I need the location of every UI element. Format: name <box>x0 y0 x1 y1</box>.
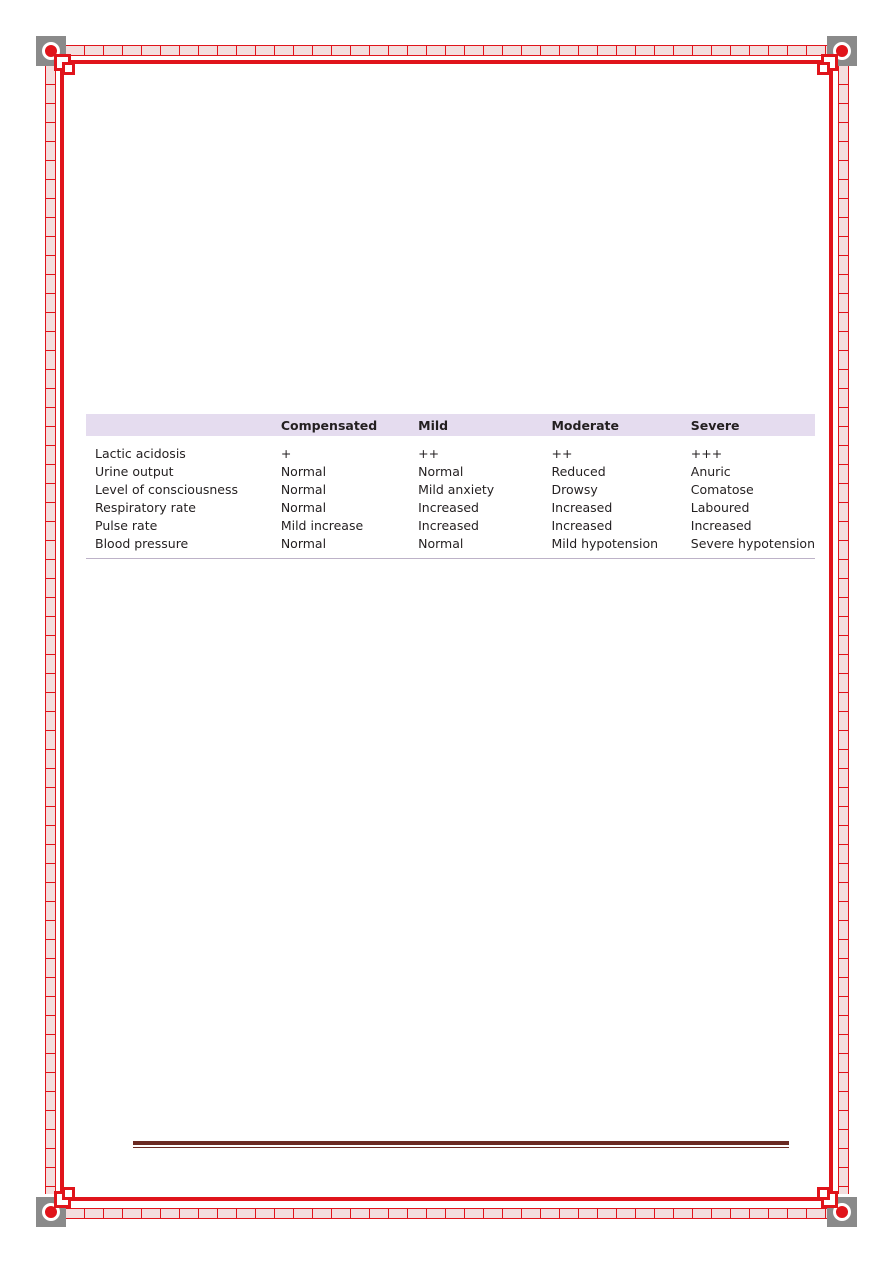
table-cell: + <box>280 445 292 461</box>
row-label: Blood pressure <box>95 535 189 551</box>
corner-ornament-top-right <box>823 36 857 70</box>
row-label: Pulse rate <box>95 517 158 533</box>
corner-ornament-top-left <box>36 36 70 70</box>
table-cell: Normal <box>280 535 327 551</box>
table-cell: Increased <box>690 517 752 533</box>
table-cell: Increased <box>551 517 613 533</box>
footer-divider <box>133 1141 789 1148</box>
table-cell: Increased <box>418 517 479 533</box>
table-cell: Drowsy <box>551 481 598 497</box>
border-line-right <box>829 60 833 1201</box>
border-line-top <box>60 60 833 64</box>
border-line-bottom <box>60 1197 833 1201</box>
corner-ornament-bottom-left <box>36 1193 70 1227</box>
table-cell: Normal <box>418 535 464 551</box>
footer-divider-thick <box>133 1141 789 1145</box>
row-label: Level of consciousness <box>95 481 239 497</box>
footer-divider-thin <box>133 1147 789 1148</box>
table-cell: Increased <box>551 499 613 515</box>
header-cell-compensated: Compensated <box>280 417 378 433</box>
border-line-left <box>60 60 64 1201</box>
table-cell: Normal <box>418 463 464 479</box>
table-row <box>86 436 815 462</box>
table-cell: Normal <box>280 463 327 479</box>
table-cell: Mild anxiety <box>418 481 495 497</box>
table-cell: Comatose <box>690 481 754 497</box>
border-strip-top <box>66 45 828 56</box>
table-row <box>86 516 815 534</box>
table-cell: Increased <box>418 499 479 515</box>
table-row <box>86 498 815 516</box>
row-label: Lactic acidosis <box>95 445 186 461</box>
table-row <box>86 534 815 558</box>
header-cell-mild: Mild <box>418 417 449 433</box>
table-cell: Laboured <box>690 499 750 515</box>
header-cell-moderate: Moderate <box>551 417 619 433</box>
table-bottom-rule <box>86 558 815 559</box>
corner-ornament-bottom-right <box>823 1193 857 1227</box>
table-row <box>86 480 815 498</box>
header-cell-blank <box>86 414 272 436</box>
border-strip-left <box>45 66 56 1194</box>
table-cell: Normal <box>280 481 327 497</box>
border-strip-bottom <box>66 1208 828 1219</box>
table-cell: ++ <box>418 445 440 461</box>
table-cell: Mild increase <box>280 517 364 533</box>
row-label: Urine output <box>95 463 174 479</box>
header-cell-severe: Severe <box>690 417 740 433</box>
table-cell: Anuric <box>690 463 731 479</box>
table-cell: Reduced <box>551 463 606 479</box>
shock-stages-table <box>86 414 815 559</box>
table-cell: Mild hypotension <box>551 535 659 551</box>
table-cell: ++ <box>551 445 573 461</box>
table-header-row <box>86 414 815 436</box>
row-label: Respiratory rate <box>95 499 196 515</box>
table-cell: Normal <box>280 499 327 515</box>
table-cell: +++ <box>690 445 723 461</box>
table-cell: Severe hypotension <box>690 535 815 551</box>
table-row <box>86 462 815 480</box>
border-strip-right <box>838 66 849 1194</box>
